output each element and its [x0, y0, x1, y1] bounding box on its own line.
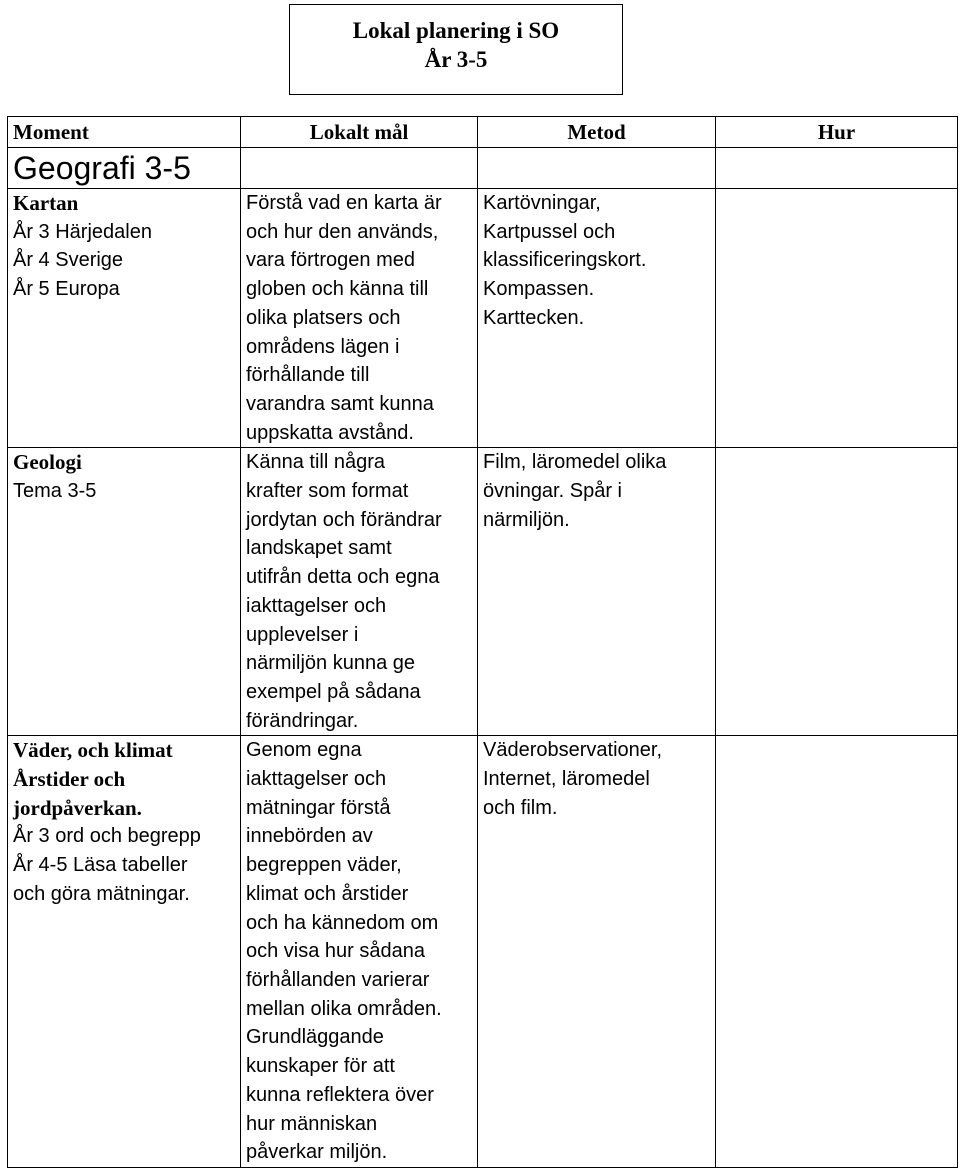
- hur-cell: [716, 189, 958, 448]
- cell-line: förändringar.: [246, 709, 359, 732]
- document-title-box: [289, 4, 623, 95]
- cell-line: Geologi: [13, 450, 82, 475]
- cell-line: närmiljön.: [483, 508, 570, 531]
- cell-line: Årstider och: [13, 767, 126, 792]
- metod-cell: [478, 448, 716, 736]
- cell-line: innebörden av: [246, 825, 373, 848]
- section-row: [8, 148, 958, 189]
- cell-line: och visa hur sådana: [246, 940, 426, 963]
- cell-line: mellan olika områden.: [246, 997, 442, 1020]
- cell-line: Väderobservationer,: [483, 739, 663, 762]
- cell-line: Genom egna: [246, 739, 362, 762]
- planning-table: [7, 116, 958, 1168]
- cell-line: och hur den används,: [246, 220, 439, 243]
- cell-line: klassificeringskort.: [483, 249, 647, 272]
- cell-line: Känna till några: [246, 451, 385, 474]
- cell-line: globen och känna till: [246, 278, 429, 301]
- document-title: Lokal planering i SO: [352, 18, 560, 43]
- cell-line: Kartan: [13, 191, 79, 215]
- cell-line: påverkar miljön.: [246, 1141, 388, 1164]
- cell-line: hur människan: [246, 1112, 378, 1135]
- cell-line: Väder, och klimat: [13, 738, 173, 763]
- cell-line: landskapet samt: [246, 537, 392, 560]
- header-lokalt-mal: Lokalt mål: [241, 117, 478, 148]
- cell-line: varandra samt kunna: [246, 392, 434, 415]
- cell-line: närmiljön kunna ge: [246, 652, 415, 675]
- moment-cell: [8, 189, 241, 448]
- cell-line: och göra mätningar.: [13, 882, 190, 905]
- lokalt-mal-cell: [241, 189, 478, 448]
- header-moment: Moment: [8, 117, 241, 148]
- document-subtitle: År 3-5: [424, 47, 488, 72]
- cell-line: förhållande till: [246, 364, 370, 387]
- cell-line: jordytan och förändrar: [246, 508, 442, 531]
- cell-line: olika platsers och: [246, 306, 401, 329]
- section-empty-cell: [716, 148, 958, 189]
- cell-line: Tema 3-5: [13, 480, 97, 503]
- cell-line: Grundläggande: [246, 1026, 384, 1049]
- section-empty-cell: [241, 148, 478, 189]
- cell-line: År 3 ord och begrepp: [13, 825, 201, 848]
- hur-cell: [716, 448, 958, 736]
- cell-line: uppskatta avstånd.: [246, 421, 414, 444]
- cell-line: begreppen väder,: [246, 854, 402, 877]
- metod-cell: [478, 736, 716, 1168]
- lokalt-mal-cell: [241, 448, 478, 736]
- cell-line: exempel på sådana: [246, 680, 421, 703]
- cell-line: iakttagelser och: [246, 768, 387, 791]
- hur-cell: [716, 736, 958, 1168]
- cell-line: iakttagelser och: [246, 594, 387, 617]
- cell-line: områdens lägen i: [246, 335, 400, 358]
- cell-line: jordpåverkan.: [13, 795, 142, 820]
- header-row: [8, 117, 958, 148]
- metod-cell: [478, 189, 716, 448]
- section-title: Geografi 3-5: [8, 148, 241, 189]
- header-hur: Hur: [716, 117, 958, 148]
- cell-line: krafter som format: [246, 480, 409, 503]
- moment-cell: [8, 736, 241, 1168]
- cell-line: förhållanden varierar: [246, 968, 430, 991]
- cell-line: Kompassen.: [483, 278, 595, 301]
- cell-line: År 3 Härjedalen: [13, 220, 152, 243]
- cell-line: Kartövningar,: [483, 192, 601, 214]
- cell-line: Förstå vad en karta är: [246, 192, 442, 214]
- cell-line: Film, läromedel olika: [483, 451, 667, 474]
- section-empty-cell: [478, 148, 716, 189]
- table-row: [8, 189, 958, 448]
- cell-line: utifrån detta och egna: [246, 566, 440, 589]
- cell-line: övningar. Spår i: [483, 480, 622, 503]
- cell-line: År 4-5 Läsa tabeller: [13, 854, 188, 877]
- cell-line: År 4 Sverige: [13, 249, 124, 272]
- header-metod: Metod: [478, 117, 716, 148]
- cell-line: Internet, läromedel: [483, 768, 650, 791]
- cell-line: År 5 Europa: [13, 278, 120, 301]
- cell-line: klimat och årstider: [246, 882, 409, 905]
- cell-line: upplevelser i: [246, 623, 359, 646]
- table-row: [8, 736, 958, 1168]
- moment-cell: [8, 448, 241, 736]
- cell-line: och ha kännedom om: [246, 911, 439, 934]
- table-row: [8, 448, 958, 736]
- cell-line: mätningar förstå: [246, 796, 391, 819]
- cell-line: Karttecken.: [483, 306, 585, 329]
- cell-line: vara förtrogen med: [246, 249, 415, 272]
- lokalt-mal-cell: [241, 736, 478, 1168]
- cell-line: kunskaper för att: [246, 1055, 395, 1078]
- cell-line: och film.: [483, 796, 558, 819]
- cell-line: Kartpussel och: [483, 220, 616, 243]
- cell-line: kunna reflektera över: [246, 1083, 434, 1106]
